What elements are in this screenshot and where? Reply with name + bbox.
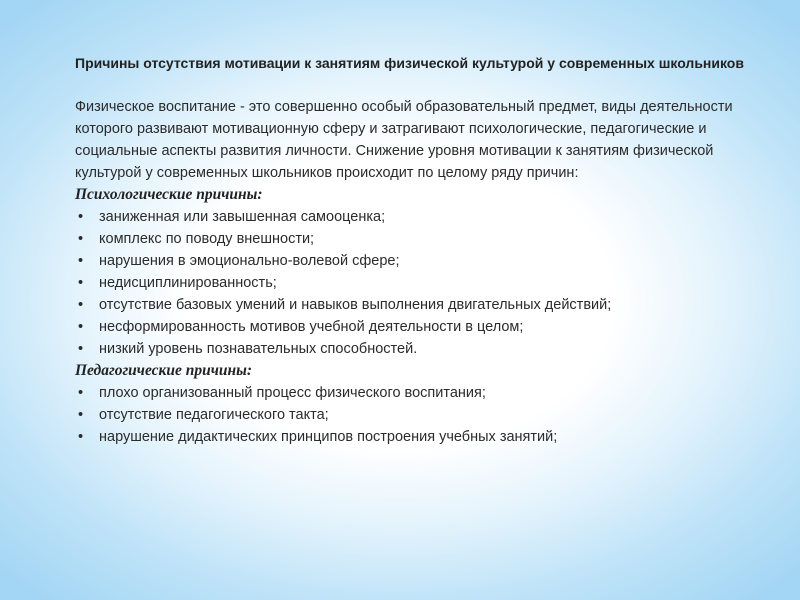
list-item-text: нарушение дидактических принципов построения учебных занятий; <box>99 429 558 445</box>
list-item <box>75 426 755 448</box>
list-item <box>75 228 755 250</box>
list-item-text: отсутствие базовых умений и навыков выполнения двигательных действий; <box>99 297 612 313</box>
bullet-icon: • <box>78 429 84 445</box>
slide-content <box>75 52 755 448</box>
bullet-icon: • <box>78 385 84 401</box>
list-item <box>75 338 755 360</box>
psychological-list <box>75 206 755 360</box>
list-item-text: нарушения в эмоционально-волевой сфере; <box>99 253 400 269</box>
intro-paragraph: Физическое воспитание - это совершенно особый образовательный предмет, виды деятельности которого развивают мотивационную сферу и затрагивают психологические, педагогические и социальные аспекты развития личности. Снижение уровня мотивации к занятиям физической культурой у современных школьников происходит по целому ряду причин: <box>75 99 733 181</box>
list-item-text: комплекс по поводу внешности; <box>99 231 315 247</box>
list-item <box>75 316 755 338</box>
bullet-icon: • <box>78 275 84 291</box>
list-item <box>75 272 755 294</box>
bullet-icon: • <box>78 341 84 357</box>
list-item <box>75 206 755 228</box>
list-item-text: несформированность мотивов учебной деятельности в целом; <box>99 319 524 335</box>
bullet-icon: • <box>78 297 84 313</box>
list-item-text: плохо организованный процесс физического воспитания; <box>99 385 486 401</box>
bullet-icon: • <box>78 407 84 423</box>
list-item-text: отсутствие педагогического такта; <box>99 407 329 423</box>
bullet-icon: • <box>78 253 84 269</box>
psychological-heading: Психологические причины: <box>75 186 263 203</box>
bullet-icon: • <box>78 319 84 335</box>
bullet-icon: • <box>78 231 84 247</box>
list-item-text: низкий уровень познавательных способностей. <box>99 341 418 357</box>
pedagogical-list <box>75 382 755 448</box>
pedagogical-heading: Педагогические причины: <box>75 362 252 379</box>
list-item <box>75 382 755 404</box>
list-item-text: заниженная или завышенная самооценка; <box>99 209 386 225</box>
slide-title: Причины отсутствия мотивации к занятиям физической культурой у современных школьников <box>75 55 744 71</box>
list-item <box>75 404 755 426</box>
list-item <box>75 294 755 316</box>
list-item-text: недисциплинированность; <box>99 275 277 291</box>
list-item <box>75 250 755 272</box>
bullet-icon: • <box>78 209 84 225</box>
